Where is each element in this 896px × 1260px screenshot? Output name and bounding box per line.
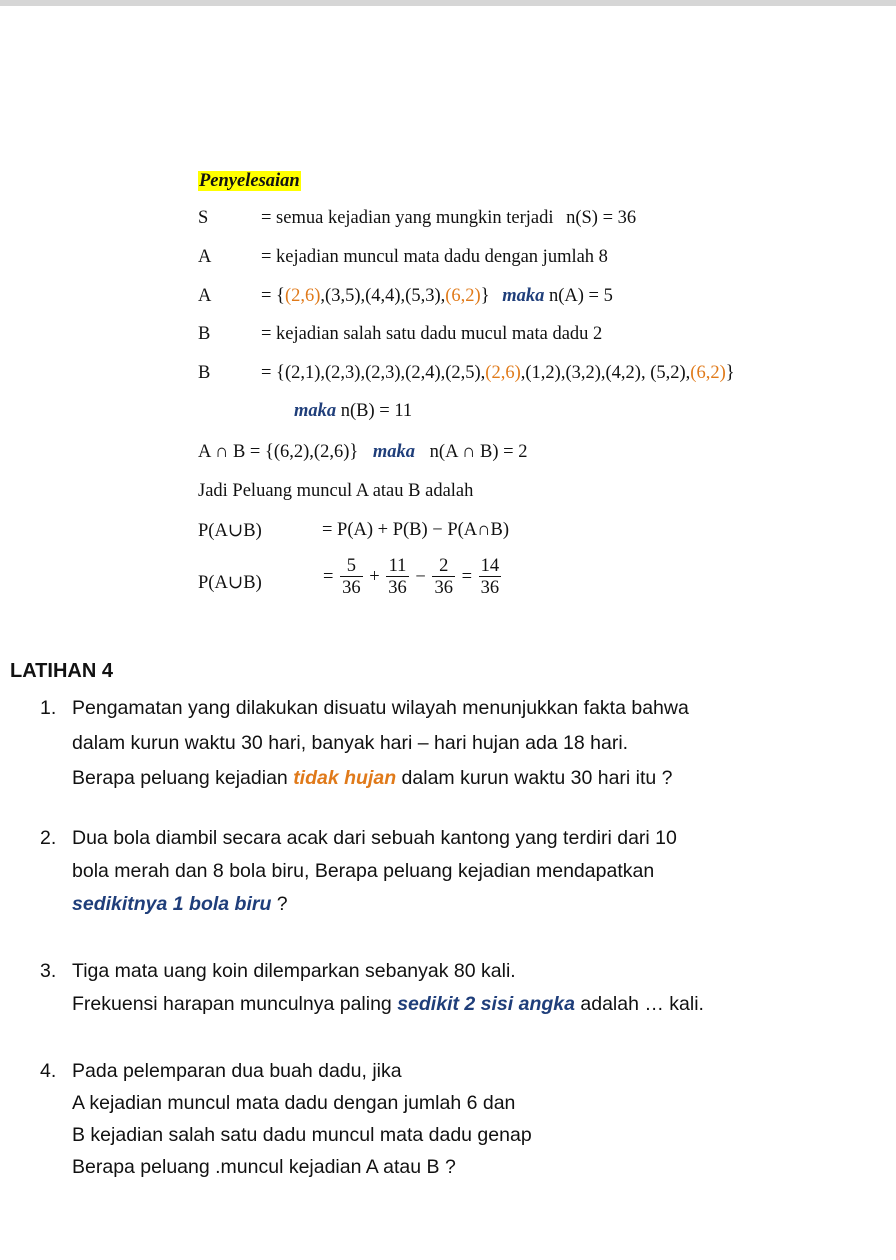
formula-lhs: P(A∪B) (198, 521, 262, 541)
question-3-number: 3. (40, 960, 57, 982)
calc-lhs: P(A∪B) (198, 573, 262, 593)
top-divider (0, 0, 896, 6)
question-4-line-1: Pada pelemparan dua buah dadu, jika (72, 1060, 402, 1082)
question-1-line-3: Berapa peluang kejadian tidak hujan dalam kurun waktu 30 hari itu ? (72, 767, 673, 789)
question-4-number: 4. (40, 1060, 57, 1082)
question-1-number: 1. (40, 697, 57, 719)
question-3-line-1: Tiga mata uang koin dilemparkan sebanyak 80 kali. (72, 960, 516, 982)
question-3-line-2: Frekuensi harapan munculnya paling sedikit 2 sisi angka adalah … kali. (72, 993, 704, 1015)
fraction-4: $\frac{14}{36}$ (480, 556, 500, 598)
row-s-text: = semua kejadian yang mungkin terjadi n(S) = 36 (261, 208, 637, 228)
conclusion-text: Jadi Peluang muncul A atau B adalah (198, 481, 474, 501)
question-4-line-3: B kejadian salah satu dadu muncul mata dadu genap (72, 1124, 532, 1146)
question-2-number: 2. (40, 827, 57, 849)
row-a-set: = {(2,6),(3,5),(4,4),(5,3),(6,2)} maka n(A) = 5 (261, 286, 613, 306)
row-a-text: = kejadian muncul mata dadu dengan jumlah 8 (261, 247, 608, 267)
question-2-line-1: Dua bola diambil secara acak dari sebuah kantong yang terdiri dari 10 (72, 827, 677, 849)
solution-heading: Penyelesaian (199, 171, 300, 191)
question-1-line-2: dalam kurun waktu 30 hari, banyak hari – hari hujan ada 18 hari. (72, 732, 629, 754)
question-2-line-2: bola merah dan 8 bola biru, Berapa peluang kejadian mendapatkan (72, 860, 655, 882)
intersection-row: A ∩ B = {(6,2),(2,6)} maka n(A ∩ B) = 2 (198, 442, 528, 462)
row-s-label: S (198, 208, 209, 228)
row-a-set-label: A (198, 286, 212, 306)
question-4-line-2: A kejadian muncul mata dadu dengan jumlah 6 dan (72, 1092, 516, 1114)
fraction-1: $\frac{5}{36}$ (342, 556, 361, 598)
row-b-count: maka n(B) = 11 (294, 401, 413, 421)
row-b-label: B (198, 324, 211, 344)
fraction-2: $\frac{11}{36}$ (388, 556, 407, 598)
row-a-label: A (198, 247, 212, 267)
formula-rhs: = P(A) + P(B) − P(A∩B) (322, 520, 510, 540)
fraction-3: $\frac{2}{36}$ (434, 556, 453, 598)
calc-fractions: = $\frac{5}{36}$ + $\frac{11}{36}$ − $\frac{2}{36}$ = $\frac{14}{36}$ (323, 556, 500, 598)
question-2-line-3: sedikitnya 1 bola biru ? (72, 893, 288, 915)
exercise-title: LATIHAN 4 (10, 660, 113, 682)
question-4-line-4: Berapa peluang .muncul kejadian A atau B ? (72, 1156, 456, 1178)
question-1-line-1: Pengamatan yang dilakukan disuatu wilayah menunjukkan fakta bahwa (72, 697, 689, 719)
row-b-set-label: B (198, 363, 211, 383)
row-b-set: = {(2,1),(2,3),(2,3),(2,4),(2,5),(2,6),(1,2),(3,2),(4,2), (5,2),(6,2)} (261, 363, 735, 383)
row-b-text: = kejadian salah satu dadu mucul mata dadu 2 (261, 324, 603, 344)
